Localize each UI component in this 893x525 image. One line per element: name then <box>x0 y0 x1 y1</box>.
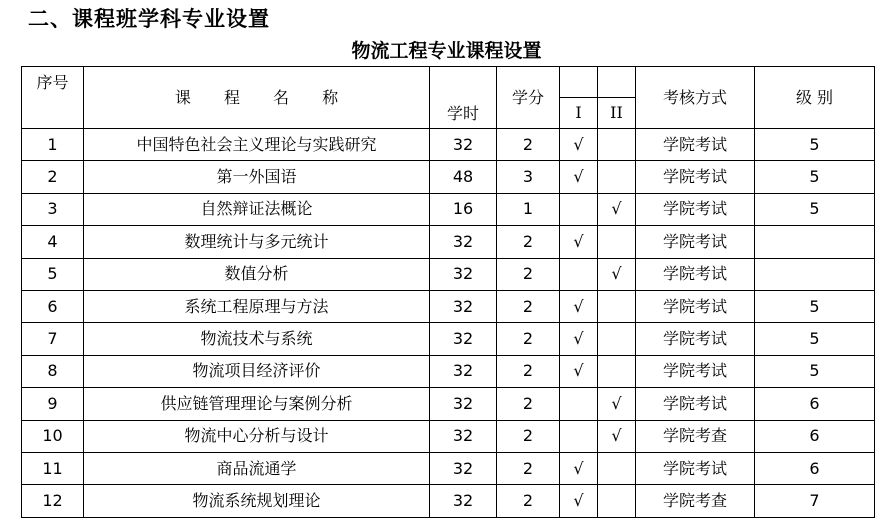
cell-hours: 16 <box>430 193 497 225</box>
cell-level: 6 <box>755 388 875 420</box>
cell-term2-check <box>598 452 636 484</box>
cell-course-name: 物流系统规划理论 <box>84 485 430 517</box>
cell-exam-method: 学院考试 <box>636 323 755 355</box>
cell-exam-method: 学院考试 <box>636 388 755 420</box>
cell-seq: 11 <box>22 452 84 484</box>
cell-term1-check: √ <box>560 129 598 161</box>
cell-seq: 3 <box>22 193 84 225</box>
cell-hours: 32 <box>430 388 497 420</box>
cell-term1-check: √ <box>560 226 598 258</box>
cell-term1-check: √ <box>560 323 598 355</box>
cell-credits: 2 <box>497 388 560 420</box>
cell-seq: 6 <box>22 290 84 322</box>
cell-hours: 32 <box>430 420 497 452</box>
cell-hours: 32 <box>430 290 497 322</box>
cell-credits: 2 <box>497 290 560 322</box>
cell-exam-method: 学院考查 <box>636 485 755 517</box>
cell-level: 5 <box>755 290 875 322</box>
header-hours: 学时 <box>430 67 497 129</box>
header-credits: 学分 <box>497 67 560 129</box>
cell-credits: 2 <box>497 355 560 387</box>
cell-level: 5 <box>755 129 875 161</box>
header-exam-method: 考核方式 <box>636 67 755 129</box>
cell-term2-check <box>598 226 636 258</box>
table-body <box>22 129 875 518</box>
cell-course-name: 供应链管理理论与案例分析 <box>84 388 430 420</box>
cell-level: 5 <box>755 193 875 225</box>
cell-exam-method: 学院考试 <box>636 452 755 484</box>
cell-credits: 2 <box>497 452 560 484</box>
cell-hours: 32 <box>430 226 497 258</box>
header-level: 级 别 <box>755 67 875 129</box>
cell-hours: 32 <box>430 258 497 290</box>
table-row <box>22 161 875 193</box>
cell-exam-method: 学院考试 <box>636 193 755 225</box>
cell-hours: 32 <box>430 452 497 484</box>
table-row <box>22 355 875 387</box>
header-term1-blank <box>560 67 598 98</box>
cell-seq: 9 <box>22 388 84 420</box>
cell-hours: 32 <box>430 355 497 387</box>
table-row <box>22 485 875 517</box>
cell-exam-method: 学院考试 <box>636 258 755 290</box>
cell-term2-check <box>598 355 636 387</box>
cell-term1-check: √ <box>560 355 598 387</box>
header-course-name: 课 程 名 称 <box>84 67 430 129</box>
cell-seq: 8 <box>22 355 84 387</box>
table-row <box>22 258 875 290</box>
table-title: 物流工程专业课程设置 <box>351 40 542 62</box>
table-row <box>22 388 875 420</box>
header-term2-blank <box>598 67 636 98</box>
cell-exam-method: 学院考试 <box>636 161 755 193</box>
cell-exam-method: 学院考查 <box>636 420 755 452</box>
table-row <box>22 226 875 258</box>
cell-hours: 32 <box>430 129 497 161</box>
header-term1: I <box>560 98 598 129</box>
header-seq: 序号 <box>22 67 84 129</box>
cell-course-name: 第一外国语 <box>84 161 430 193</box>
course-table <box>21 66 875 518</box>
cell-term2-check <box>598 161 636 193</box>
table-row <box>22 193 875 225</box>
cell-course-name: 数值分析 <box>84 258 430 290</box>
cell-term1-check: √ <box>560 485 598 517</box>
cell-course-name: 物流中心分析与设计 <box>84 420 430 452</box>
table-row <box>22 452 875 484</box>
cell-term2-check <box>598 129 636 161</box>
cell-exam-method: 学院考试 <box>636 129 755 161</box>
cell-credits: 1 <box>497 193 560 225</box>
cell-credits: 2 <box>497 420 560 452</box>
cell-term2-check: √ <box>598 420 636 452</box>
cell-credits: 2 <box>497 323 560 355</box>
cell-seq: 5 <box>22 258 84 290</box>
cell-course-name: 自然辩证法概论 <box>84 193 430 225</box>
cell-hours: 32 <box>430 323 497 355</box>
cell-level: 5 <box>755 323 875 355</box>
cell-term2-check: √ <box>598 193 636 225</box>
cell-level: 6 <box>755 452 875 484</box>
cell-hours: 48 <box>430 161 497 193</box>
header-term2: II <box>598 98 636 129</box>
cell-term1-check: √ <box>560 290 598 322</box>
cell-seq: 12 <box>22 485 84 517</box>
cell-term1-check <box>560 258 598 290</box>
cell-course-name: 物流技术与系统 <box>84 323 430 355</box>
cell-level: 5 <box>755 355 875 387</box>
cell-term1-check <box>560 193 598 225</box>
cell-term1-check <box>560 388 598 420</box>
cell-credits: 3 <box>497 161 560 193</box>
cell-level: 7 <box>755 485 875 517</box>
cell-course-name: 数理统计与多元统计 <box>84 226 430 258</box>
cell-term2-check <box>598 290 636 322</box>
cell-term1-check <box>560 420 598 452</box>
cell-level: 5 <box>755 161 875 193</box>
cell-course-name: 系统工程原理与方法 <box>84 290 430 322</box>
cell-term1-check: √ <box>560 161 598 193</box>
cell-seq: 10 <box>22 420 84 452</box>
cell-credits: 2 <box>497 226 560 258</box>
cell-term1-check: √ <box>560 452 598 484</box>
cell-course-name: 商品流通学 <box>84 452 430 484</box>
cell-credits: 2 <box>497 485 560 517</box>
cell-course-name: 物流项目经济评价 <box>84 355 430 387</box>
cell-course-name: 中国特色社会主义理论与实践研究 <box>84 129 430 161</box>
cell-term2-check <box>598 485 636 517</box>
cell-term2-check: √ <box>598 388 636 420</box>
cell-seq: 2 <box>22 161 84 193</box>
cell-hours: 32 <box>430 485 497 517</box>
cell-seq: 1 <box>22 129 84 161</box>
cell-credits: 2 <box>497 258 560 290</box>
table-row <box>22 290 875 322</box>
section-heading: 二、课程班学科专业设置 <box>28 7 270 31</box>
cell-seq: 7 <box>22 323 84 355</box>
cell-term2-check: √ <box>598 258 636 290</box>
table-row <box>22 323 875 355</box>
cell-level: 6 <box>755 420 875 452</box>
cell-seq: 4 <box>22 226 84 258</box>
table-row <box>22 420 875 452</box>
cell-exam-method: 学院考试 <box>636 355 755 387</box>
cell-level <box>755 258 875 290</box>
cell-credits: 2 <box>497 129 560 161</box>
cell-term2-check <box>598 323 636 355</box>
cell-level <box>755 226 875 258</box>
cell-exam-method: 学院考试 <box>636 290 755 322</box>
cell-exam-method: 学院考试 <box>636 226 755 258</box>
table-row <box>22 129 875 161</box>
